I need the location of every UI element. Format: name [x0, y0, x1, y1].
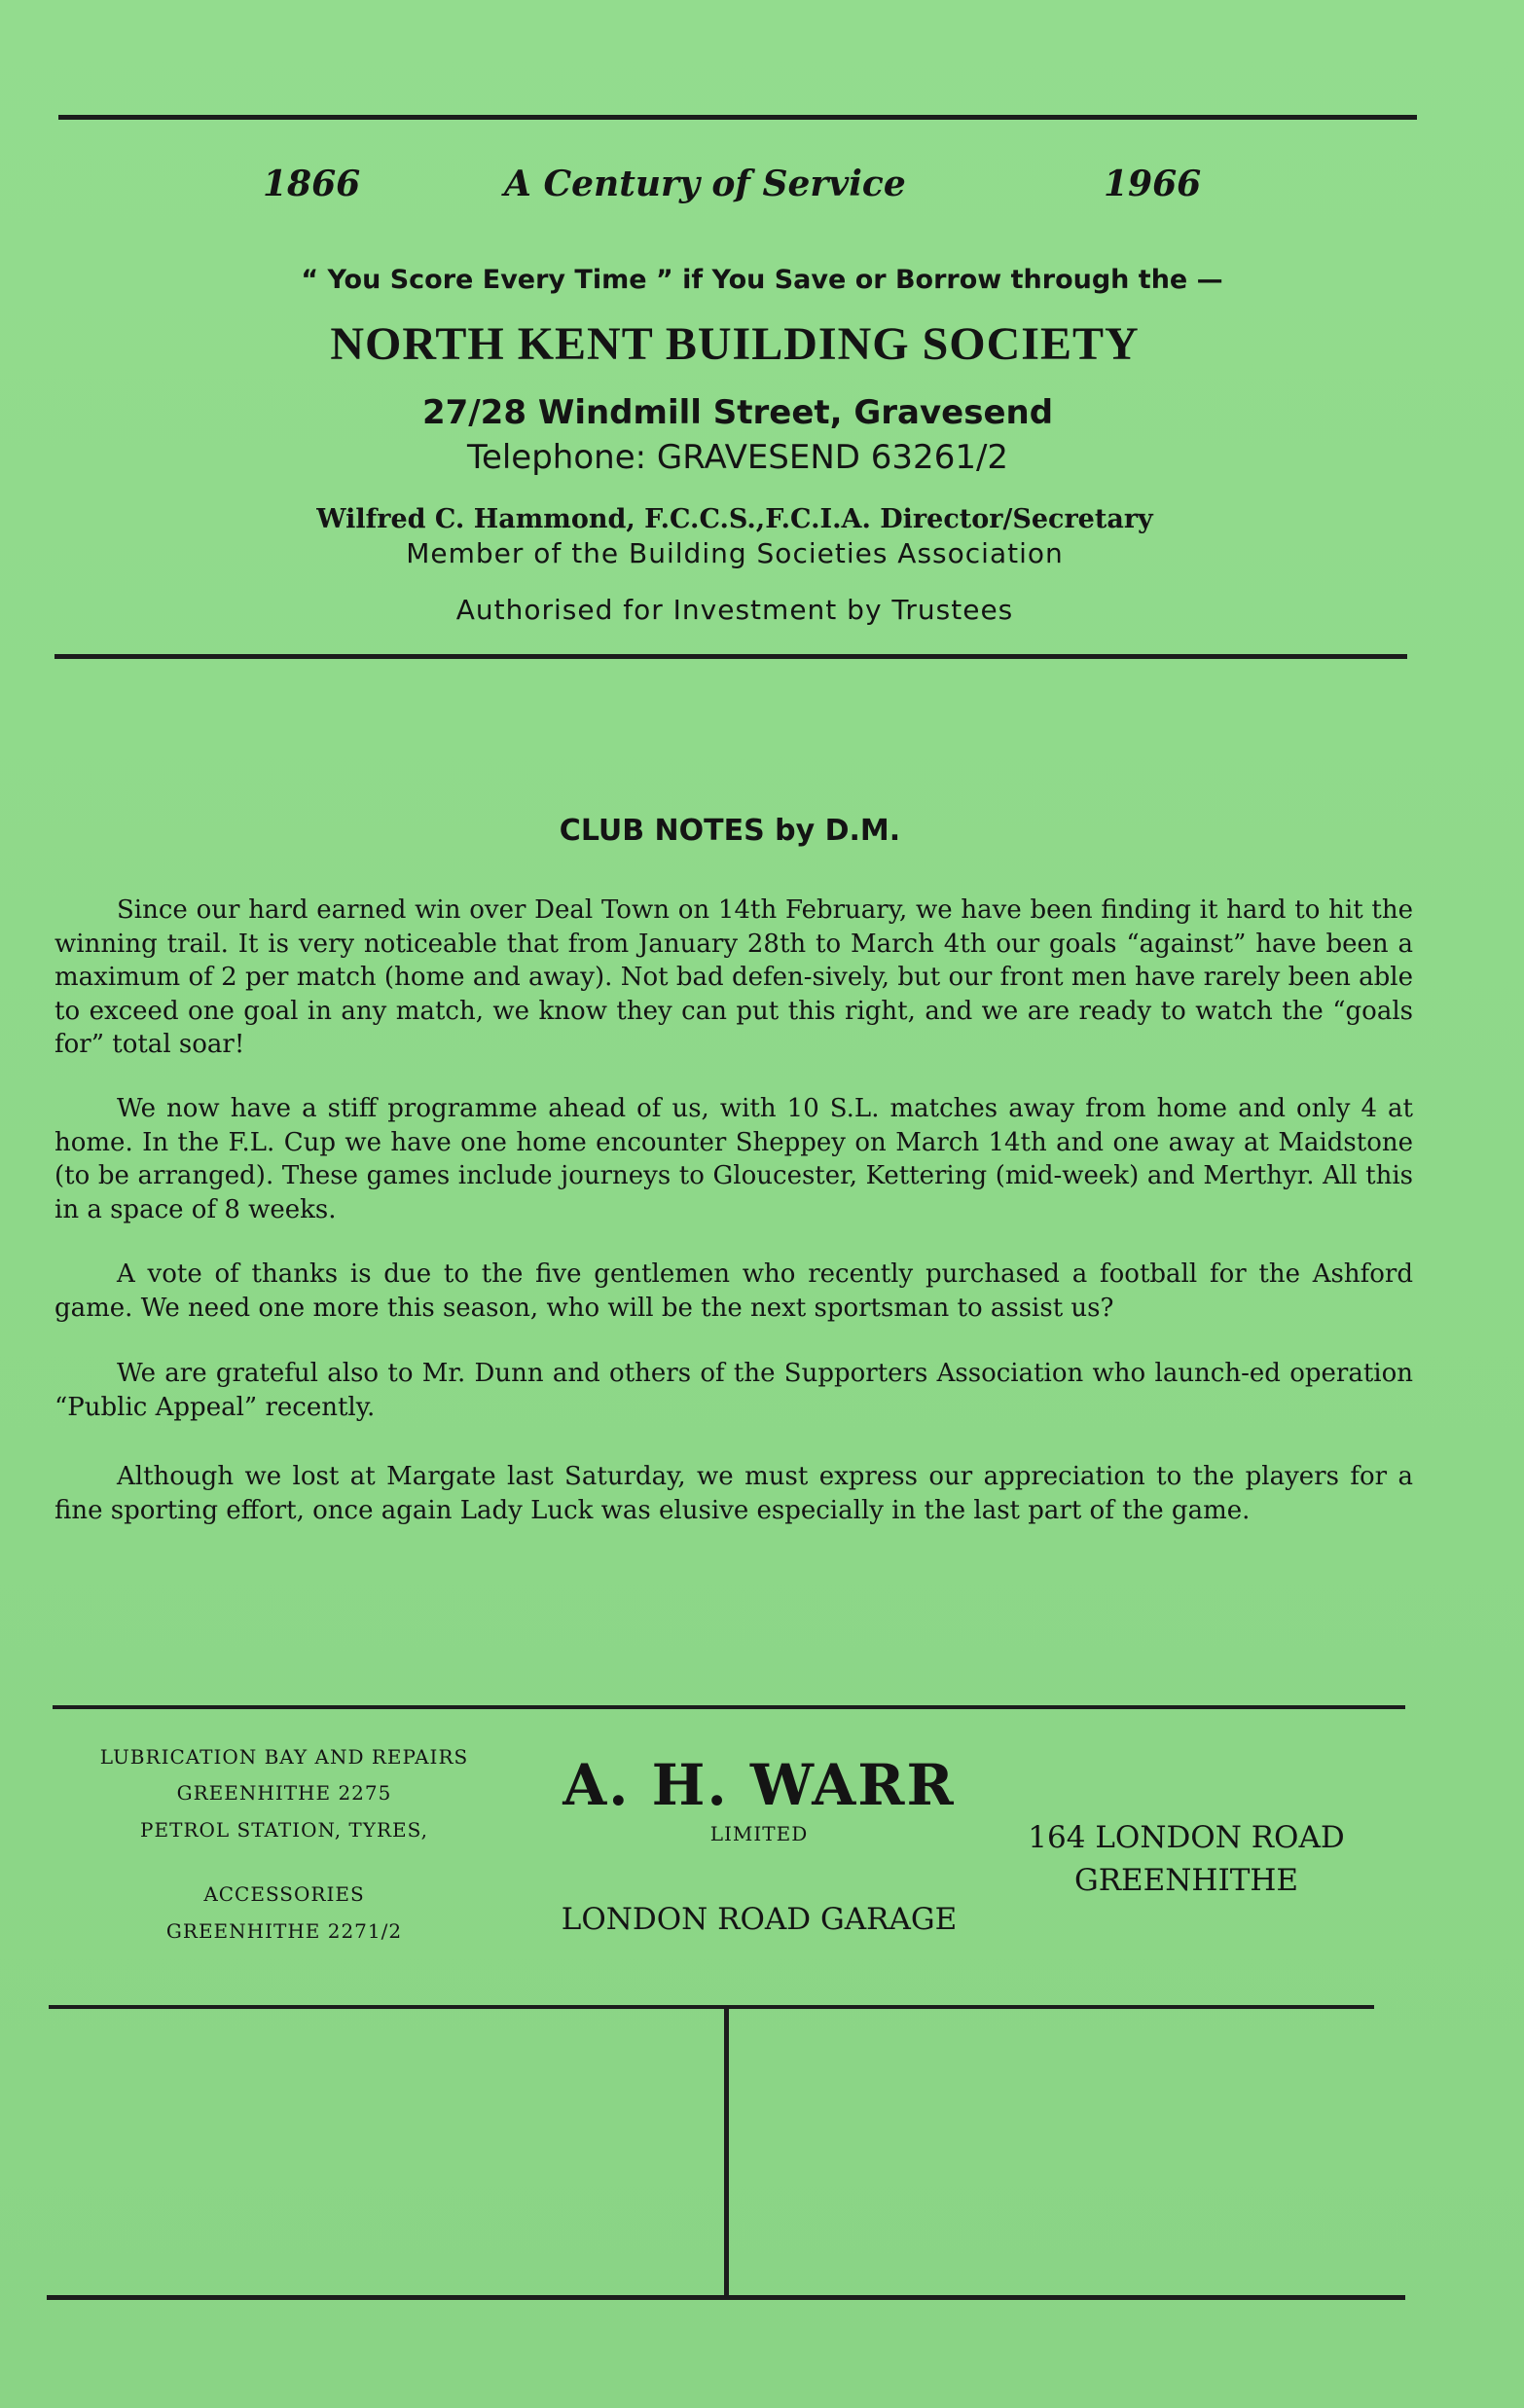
advert-street: 164 LONDON ROAD: [1028, 1820, 1345, 1855]
year-left: 1866: [263, 164, 361, 204]
society-name: NORTH KENT BUILDING SOCIETY: [330, 318, 1140, 370]
society-authorised: Authorised for Investment by Trustees: [455, 594, 1014, 626]
notes-paragraph: Since our hard earned win over Deal Town on 14th February, we have been finding it hard to hit the winning trail. It is very noticeable that from January 28th to March 4th our goals “against” have been a maximum of 2 per match (home and away). Not bad defen-sively, but our front men have rarely been able to exceed one goal in any match, we know they can put this right, and we are ready to watch the “goals for” total soar!: [54, 895, 1413, 1059]
society-slogan: “ You Score Every Time ” if You Save or Borrow through the —: [301, 265, 1223, 295]
century-tagline: A Century of Service: [504, 164, 906, 204]
notes-paragraph: Although we lost at Margate last Saturday, we must express our appreciation to the players for a fine sporting effort, once again Lady Luck was elusive especially in the last part of the game.: [54, 1462, 1413, 1525]
club-notes-title: CLUB NOTES by D.M.: [559, 814, 901, 848]
advert-company-limited: LIMITED: [709, 1822, 809, 1845]
century-header: [0, 164, 1524, 212]
advert-top-rule: [53, 1705, 1405, 1709]
box-divider: [724, 2005, 729, 2297]
page-bottom-rule: [47, 2295, 1405, 2300]
society-bottom-rule: [54, 654, 1407, 659]
notes-paragraph: We are grateful also to Mr. Dunn and others of the Supporters Association who launch-ed operation “Public Appeal” recently.: [54, 1359, 1413, 1422]
top-rule: [58, 115, 1417, 120]
advert-bottom-rule: [49, 2005, 1374, 2009]
advert-accessories: ACCESSORIES: [203, 1882, 365, 1906]
advert-garage-name: LONDON ROAD GARAGE: [561, 1902, 958, 1937]
advert-repairs-phone: GREENHITHE 2275: [176, 1781, 392, 1805]
advert-town: GREENHITHE: [1073, 1863, 1299, 1898]
advert-petrol: PETROL STATION, TYRES,: [140, 1818, 428, 1842]
notes-paragraph: We now have a stiff programme ahead of us, with 10 S.L. matches away from home and only 4 at home. In the F.L. Cup we have one home encounter Sheppey on March 14th and one away at Maidstone (to be arranged). These games include journeys to Gloucester, Kettering (mid-week) and Merthyr. All this in a space of 8 weeks.: [54, 1094, 1413, 1224]
society-telephone: Telephone: GRAVESEND 63261/2: [466, 438, 1009, 477]
advert-company-name: A. H. WARR: [562, 1752, 956, 1818]
society-director: Wilfred C. Hammond, F.C.C.S.,F.C.I.A. Director/Secretary: [316, 504, 1153, 534]
advert-lubrication: LUBRICATION BAY AND REPAIRS: [99, 1745, 469, 1769]
advert-address: [1008, 1816, 1364, 1902]
society-address: 27/28 Windmill Street, Gravesend: [421, 393, 1054, 432]
advert-accessories-phone: GREENHITHE 2271/2: [165, 1919, 403, 1943]
year-right: 1966: [1104, 164, 1202, 204]
society-membership: Member of the Building Societies Association: [406, 537, 1064, 569]
notes-paragraph: A vote of thanks is due to the five gentlemen who recently purchased a football for the Ashford game. We need one more this season, who will be the next sportsman to assist us?: [54, 1259, 1413, 1323]
